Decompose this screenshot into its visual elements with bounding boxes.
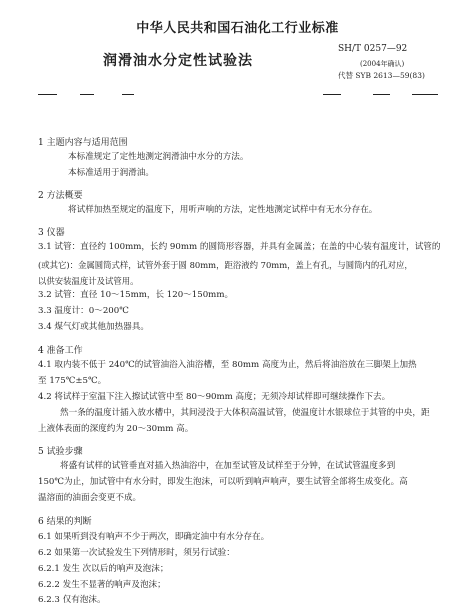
body-line: 150℃为止，加试管中有水分时，即发生泡沫，可以听到响声响声，要生试管全部将生成变化。高 [38, 477, 408, 487]
body-line: 3.4 煤气灯或其他加热器具。 [38, 322, 149, 332]
section-heading: 3 仪器 [38, 228, 65, 238]
body-line: 6.2.2 发生不显著的响声及泡沫； [38, 580, 166, 590]
body-line: 6.2.1 发生 次以后的响声及泡沫； [38, 564, 169, 574]
divider-4 [323, 94, 341, 95]
document-title: 润滑油水分定性试验法 [103, 53, 253, 69]
divider-2 [80, 94, 94, 95]
section-heading: 4 准备工作 [38, 346, 83, 356]
standard-header: 中华人民共和国石油化工行业标准 [136, 21, 339, 36]
body-line: 本标准适用于润滑油。 [68, 168, 154, 178]
body-line: (或其它)：金属圆筒式样，试管外套于圆 80mm，距浴液约 70mm，盖上有孔，与圆筒内的孔对应， [38, 260, 413, 270]
body-line: 至 175℃±5℃。 [38, 376, 107, 386]
body-line: 将盛有试样的试管垂直对插入热油浴中，在加至试管及试样至于分钟，在试试管温度多到 [60, 461, 396, 471]
divider-1 [38, 94, 57, 95]
divider-5 [373, 94, 390, 95]
replaces-standard: 代替 SYB 2613—59(83) [338, 71, 425, 80]
body-line: 3.1 试管：直径约 100mm，长约 90mm 的圆筒形容器，并具有金属盖；在盖的中心装有温度计，试管的 [38, 242, 441, 252]
body-line: 4.1 取内装不低于 240℃的试管油浴入油浴槽，至 80mm 高度为止，然后将油浴放在三脚架上加热 [38, 360, 417, 370]
section-heading: 1 主题内容与适用范围 [38, 138, 128, 148]
body-line: 以供安装温度计及试管用。 [38, 276, 139, 286]
section-heading: 5 试验步骤 [38, 447, 83, 457]
body-line: 然一条的温度计插入放水槽中，其间浸没于大体积高温试管，使温度计水银球位于其管的中央，距 [60, 408, 430, 418]
divider-6 [412, 94, 438, 95]
body-line: 3.2 试管：直径 10～15mm，长 120～150mm。 [38, 290, 234, 300]
section-heading: 2 方法概要 [38, 191, 83, 201]
body-line: 上液体表面的深度约为 20～30mm 高。 [38, 424, 194, 434]
body-line: 4.2 将试样于室温下注入擦试试管中至 80～90mm 高度；无须冷却试样即可继续操作下去。 [38, 392, 391, 402]
confirmation-date: (2004年确认) [360, 60, 405, 68]
standard-code: SH/T 0257—92 [338, 44, 408, 54]
body-line: 温溶面的油面会变更不成。 [38, 493, 142, 503]
body-line: 将试样加热至规定的温度下，用听声响的方法，定性地测定试样中有无水分存在。 [68, 205, 378, 215]
body-line: 3.3 温度计：0～200℃ [38, 306, 129, 316]
body-line: 本标准规定了定性地测定润滑油中水分的方法。 [68, 152, 249, 162]
body-line: 6.1 如果听到没有响声不少于两次，即确定油中有水分存在。 [38, 532, 270, 542]
section-heading: 6 结果的判断 [38, 517, 92, 527]
body-line: 6.2.3 仅有泡沫。 [38, 595, 106, 605]
body-line: 6.2 如果第一次试验发生下列情形时，须另行试验： [38, 548, 235, 558]
divider-3 [122, 94, 134, 95]
